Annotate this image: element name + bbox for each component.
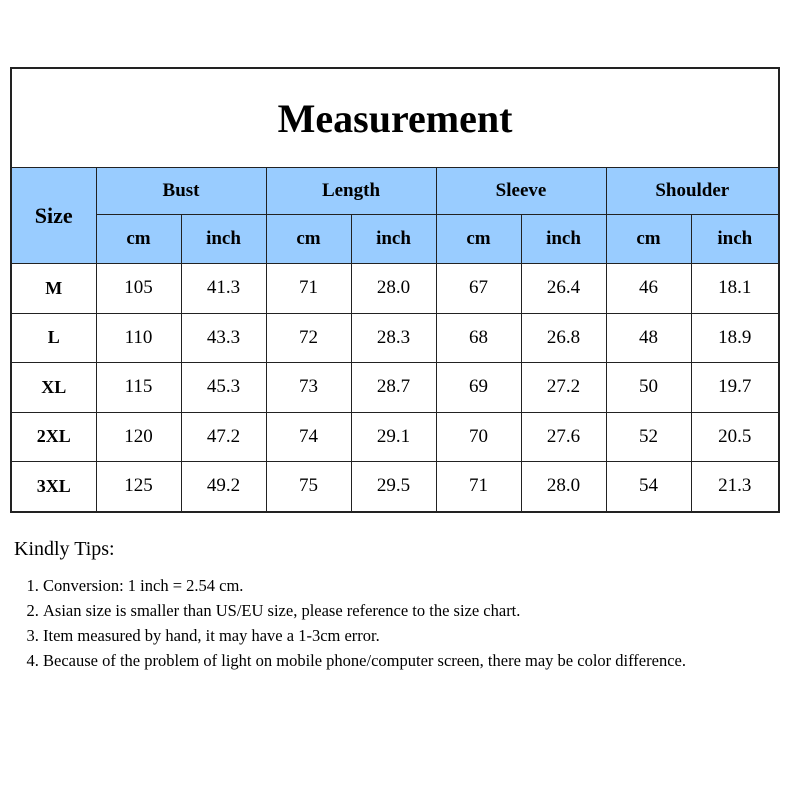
value-cell: 28.7	[351, 363, 436, 413]
unit-header: cm	[606, 215, 691, 264]
value-cell: 27.2	[521, 363, 606, 413]
kindly-tips	[14, 538, 686, 673]
size-cell: L	[11, 313, 96, 363]
value-cell: 28.0	[351, 264, 436, 314]
tip-item: 4. Because of the problem of light on mobile phone/computer screen, there may be color difference.	[43, 648, 686, 673]
value-cell: 105	[96, 264, 181, 314]
size-cell: M	[11, 264, 96, 314]
value-cell: 47.2	[181, 412, 266, 462]
table-row	[11, 462, 779, 512]
value-cell: 70	[436, 412, 521, 462]
group-header: Sleeve	[436, 168, 606, 215]
value-cell: 26.8	[521, 313, 606, 363]
size-cell: XL	[11, 363, 96, 413]
value-cell: 28.0	[521, 462, 606, 512]
table-row	[11, 264, 779, 314]
value-cell: 21.3	[691, 462, 779, 512]
value-cell: 67	[436, 264, 521, 314]
value-cell: 46	[606, 264, 691, 314]
value-cell: 73	[266, 363, 351, 413]
table-title: Measurement	[11, 68, 779, 168]
value-cell: 49.2	[181, 462, 266, 512]
size-cell: 3XL	[11, 462, 96, 512]
value-cell: 74	[266, 412, 351, 462]
table-row	[11, 313, 779, 363]
value-cell: 125	[96, 462, 181, 512]
value-cell: 68	[436, 313, 521, 363]
unit-header: cm	[96, 215, 181, 264]
group-header: Length	[266, 168, 436, 215]
value-cell: 18.9	[691, 313, 779, 363]
group-header: Shoulder	[606, 168, 779, 215]
value-cell: 19.7	[691, 363, 779, 413]
unit-header: inch	[181, 215, 266, 264]
unit-header: inch	[351, 215, 436, 264]
value-cell: 71	[436, 462, 521, 512]
unit-header: cm	[436, 215, 521, 264]
value-cell: 27.6	[521, 412, 606, 462]
value-cell: 72	[266, 313, 351, 363]
value-cell: 20.5	[691, 412, 779, 462]
value-cell: 52	[606, 412, 691, 462]
size-header: Size	[11, 168, 96, 264]
tip-item: 2. Asian size is smaller than US/EU size, please reference to the size chart.	[43, 598, 686, 623]
tip-item: 1. Conversion: 1 inch = 2.54 cm.	[43, 573, 686, 598]
table-row	[11, 412, 779, 462]
size-cell: 2XL	[11, 412, 96, 462]
value-cell: 69	[436, 363, 521, 413]
value-cell: 41.3	[181, 264, 266, 314]
value-cell: 54	[606, 462, 691, 512]
value-cell: 26.4	[521, 264, 606, 314]
value-cell: 110	[96, 313, 181, 363]
unit-header: cm	[266, 215, 351, 264]
tips-list	[14, 573, 686, 673]
unit-header: inch	[691, 215, 779, 264]
value-cell: 48	[606, 313, 691, 363]
tip-item: 3. Item measured by hand, it may have a 1-3cm error.	[43, 623, 686, 648]
value-cell: 50	[606, 363, 691, 413]
group-header: Bust	[96, 168, 266, 215]
value-cell: 45.3	[181, 363, 266, 413]
value-cell: 43.3	[181, 313, 266, 363]
value-cell: 115	[96, 363, 181, 413]
value-cell: 120	[96, 412, 181, 462]
value-cell: 75	[266, 462, 351, 512]
size-chart-table	[10, 67, 780, 513]
value-cell: 29.1	[351, 412, 436, 462]
table-row	[11, 363, 779, 413]
tips-title: Kindly Tips:	[14, 538, 115, 560]
value-cell: 18.1	[691, 264, 779, 314]
value-cell: 71	[266, 264, 351, 314]
value-cell: 28.3	[351, 313, 436, 363]
value-cell: 29.5	[351, 462, 436, 512]
unit-header: inch	[521, 215, 606, 264]
